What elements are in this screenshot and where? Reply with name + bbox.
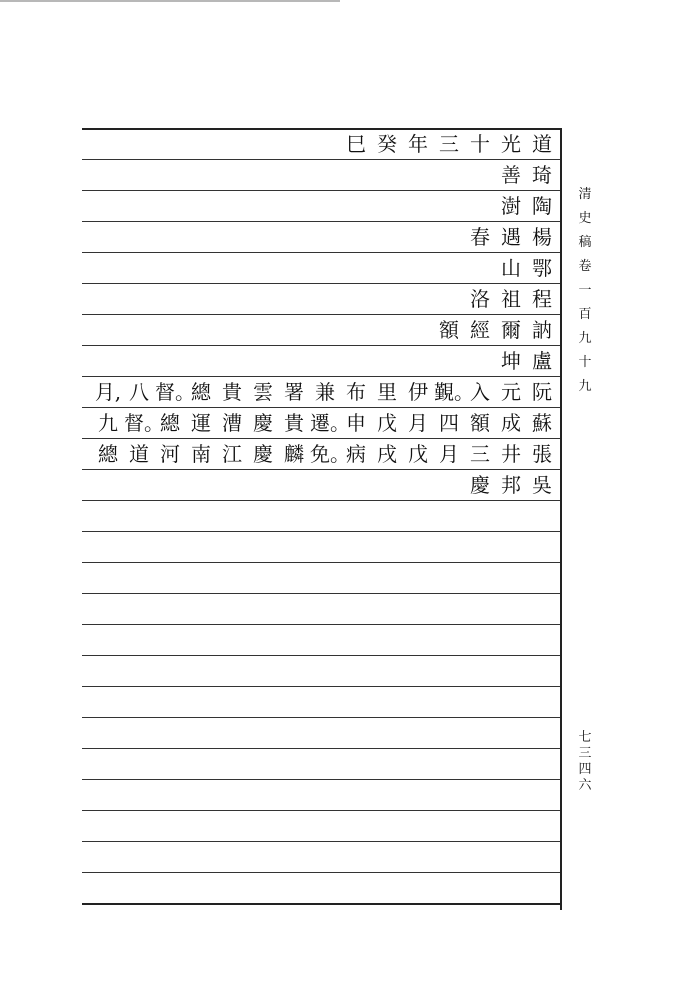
text-cell: 月, [94,380,122,404]
ruled-line [82,810,560,811]
table-row [82,316,558,343]
table-row [82,409,558,436]
ruled-line [82,407,560,408]
text-cell: 阮 [532,380,552,404]
text-cell: 坤 [501,349,521,373]
text-cell: 遷。 [310,411,350,435]
text-cell: 免。 [310,442,350,466]
text-cell: 督。 [155,380,195,404]
ruled-line [82,159,560,160]
ruled-line [82,438,560,439]
ruled-line [82,376,560,377]
text-cell: 巳 [346,132,366,156]
text-cell: 道 [532,132,552,156]
text-cell: 蘇 [532,411,552,435]
text-cell: 經 [470,318,490,342]
text-cell: 慶 [470,473,490,497]
ruled-line [82,562,560,563]
text-cell: 琦 [532,163,552,187]
page-number-char: 七 [578,730,592,745]
text-cell: 申 [346,411,366,435]
title-char: 一 [578,283,592,298]
title-char: 九 [578,379,592,394]
ruled-line [82,717,560,718]
table-row [82,471,558,498]
text-cell: 貴 [284,411,304,435]
text-cell: 兼 [315,380,335,404]
text-cell: 布 [346,380,366,404]
text-cell: 年 [408,132,428,156]
table-row [82,440,558,467]
text-cell: 總 [191,380,211,404]
text-cell: 訥 [532,318,552,342]
scan-edge-line [0,0,340,2]
text-cell: 入 [470,380,490,404]
text-cell: 運 [191,411,211,435]
text-cell: 月 [408,411,428,435]
page-number-char: 三 [578,746,592,761]
text-cell: 額 [470,411,490,435]
title-char: 清 [578,187,592,202]
text-cell: 道 [129,442,149,466]
text-cell: 三 [439,132,459,156]
table-row [82,192,558,219]
ruled-line [82,469,560,470]
text-cell: 麟 [284,442,304,466]
page-number [572,730,598,794]
text-cell: 楊 [532,225,552,249]
ruled-line [82,748,560,749]
text-cell: 里 [377,380,397,404]
text-cell: 光 [501,132,521,156]
text-cell: 邦 [501,473,521,497]
text-cell: 三 [470,442,490,466]
volume-title [572,183,598,399]
ruled-line [82,624,560,625]
text-cell: 鄂 [532,256,552,280]
text-cell: 河 [160,442,180,466]
table-row [82,285,558,312]
text-cell: 盧 [532,349,552,373]
text-cell: 四 [439,411,459,435]
text-cell: 吳 [532,473,552,497]
table-row [82,378,558,405]
text-cell: 善 [501,163,521,187]
text-cell: 慶 [253,442,273,466]
text-cell: 澍 [501,194,521,218]
title-char: 九 [578,331,592,346]
table-frame [82,128,562,910]
text-cell: 月 [439,442,459,466]
title-char: 稿 [578,235,592,250]
text-cell: 十 [470,132,490,156]
table-row [82,223,558,250]
text-cell: 署 [284,380,304,404]
title-char: 史 [578,211,592,226]
ruled-line [82,283,560,284]
text-cell: 張 [532,442,552,466]
text-cell: 總 [160,411,180,435]
text-cell: 伊 [408,380,428,404]
text-cell: 漕 [222,411,242,435]
title-char: 十 [578,355,592,370]
text-cell: 戊 [377,411,397,435]
text-cell: 癸 [377,132,397,156]
table-row [82,347,558,374]
table-row [82,130,558,157]
text-cell: 祖 [501,287,521,311]
text-cell: 洛 [470,287,490,311]
text-cell: 元 [501,380,521,404]
text-cell: 爾 [501,318,521,342]
text-cell: 南 [191,442,211,466]
text-cell: 江 [222,442,242,466]
text-cell: 慶 [253,411,273,435]
ruled-line [82,314,560,315]
text-cell: 覲。 [434,380,474,404]
text-cell: 額 [439,318,459,342]
page-number-char: 四 [578,762,592,777]
ruled-line [82,190,560,191]
text-cell: 八 [129,380,149,404]
ruled-line [82,221,560,222]
text-cell: 程 [532,287,552,311]
text-cell: 貴 [222,380,242,404]
title-char: 百 [578,307,592,322]
ruled-line [82,655,560,656]
ruled-line [82,252,560,253]
ruled-line [82,903,560,905]
text-cell: 九 [98,411,118,435]
text-cell: 成 [501,411,521,435]
table-row [82,161,558,188]
text-cell: 雲 [253,380,273,404]
text-cell: 陶 [532,194,552,218]
text-cell: 病 [346,442,366,466]
text-cell: 戌 [377,442,397,466]
ruled-line [82,593,560,594]
text-cell: 戊 [408,442,428,466]
ruled-line [82,345,560,346]
ruled-line [82,531,560,532]
ruled-line [82,500,560,501]
text-cell: 督。 [124,411,164,435]
title-char: 卷 [578,259,592,274]
text-cell: 井 [501,442,521,466]
page-number-char: 六 [578,778,592,793]
table-row [82,254,558,281]
text-cell: 總 [98,442,118,466]
text-cell: 遇 [501,225,521,249]
ruled-line [82,841,560,842]
ruled-line [82,686,560,687]
text-cell: 春 [470,225,490,249]
ruled-line [82,779,560,780]
text-cell: 山 [501,256,521,280]
ruled-line [82,872,560,873]
